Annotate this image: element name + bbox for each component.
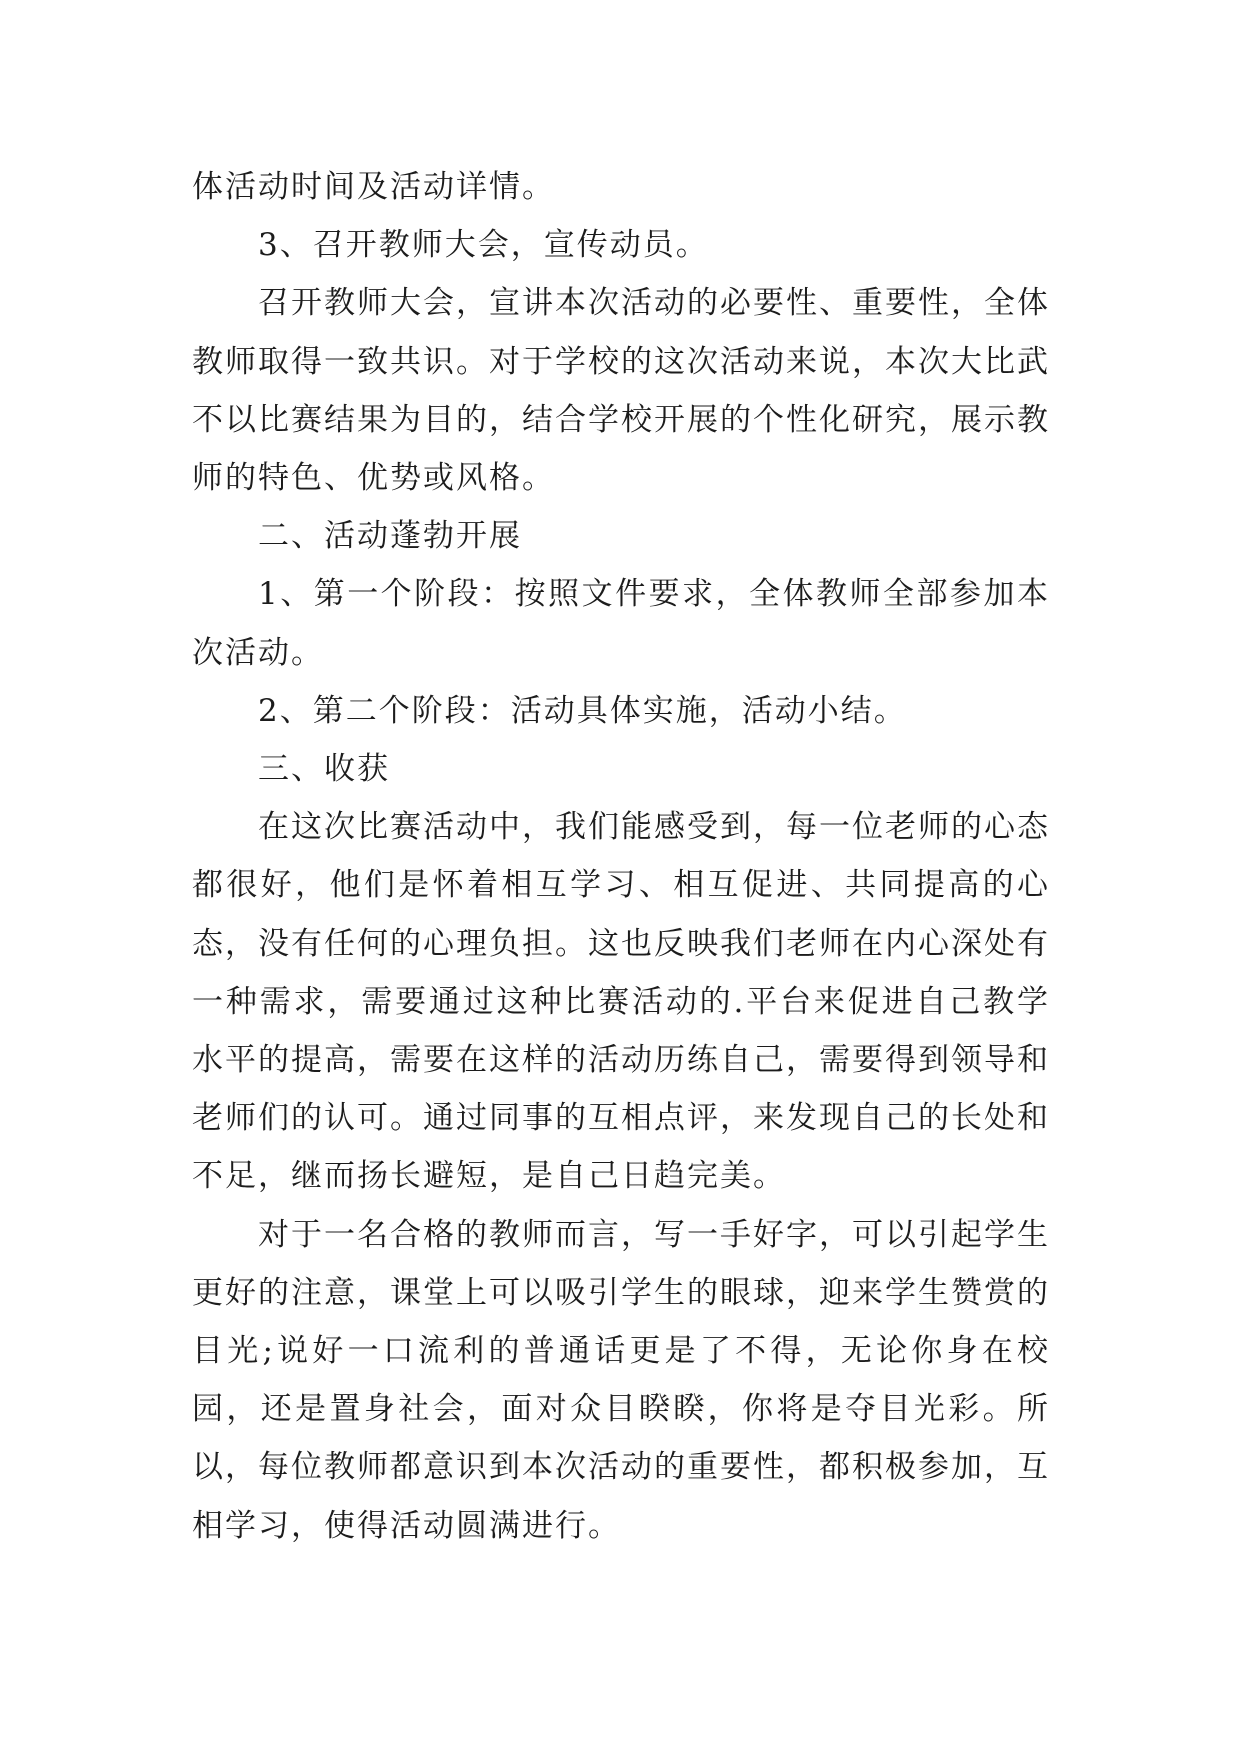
paragraph-step-3: 3、召开教师大会，宣传动员。 <box>258 227 709 264</box>
paragraph-continuation: 体活动时间及活动详情。 <box>192 169 555 205</box>
section-heading-activity: 二、活动蓬勃开展 <box>258 518 522 555</box>
paragraph-stage-2: 2、第二个阶段：活动具体实施，活动小结。 <box>258 692 907 729</box>
paragraph-gains: 在这次比赛活动中，我们能感受到，每一位老师的心态都很好，他们是怀着相互学习、相互促进、共同提高的心态，没有任何的心理负担。这也反映我们老师在内心深处有一种需求，需要通过这种比赛活动的.平台来促进自己教学水平的提高，需要在这样的活动历练自己，需要得到领导和老师们的认可。通过同事的互相点评，来发现自己的长处和不足，继而扬长避短，是自己日趋完美。 <box>192 809 1050 1195</box>
document-body <box>192 158 1050 1555</box>
paragraph-stage-1: 1、第一个阶段：按照文件要求，全体教师全部参加本次活动。 <box>192 576 1050 671</box>
section-heading-gains: 三、收获 <box>258 751 390 788</box>
paragraph-conclusion: 对于一名合格的教师而言，写一手好字，可以引起学生更好的注意，课堂上可以吸引学生的眼球，迎来学生赞赏的目光;说好一口流利的普通话更是了不得，无论你身在校园，还是置身社会，面对众目睽睽，你将是夺目光彩。所以，每位教师都意识到本次活动的重要性，都积极参加，互相学习，使得活动圆满进行。 <box>192 1216 1050 1544</box>
paragraph-teacher-meeting: 召开教师大会，宣讲本次活动的必要性、重要性，全体教师取得一致共识。对于学校的这次活动来说，本次大比武不以比赛结果为目的，结合学校开展的个性化研究，展示教师的特色、优势或风格。 <box>192 285 1050 497</box>
